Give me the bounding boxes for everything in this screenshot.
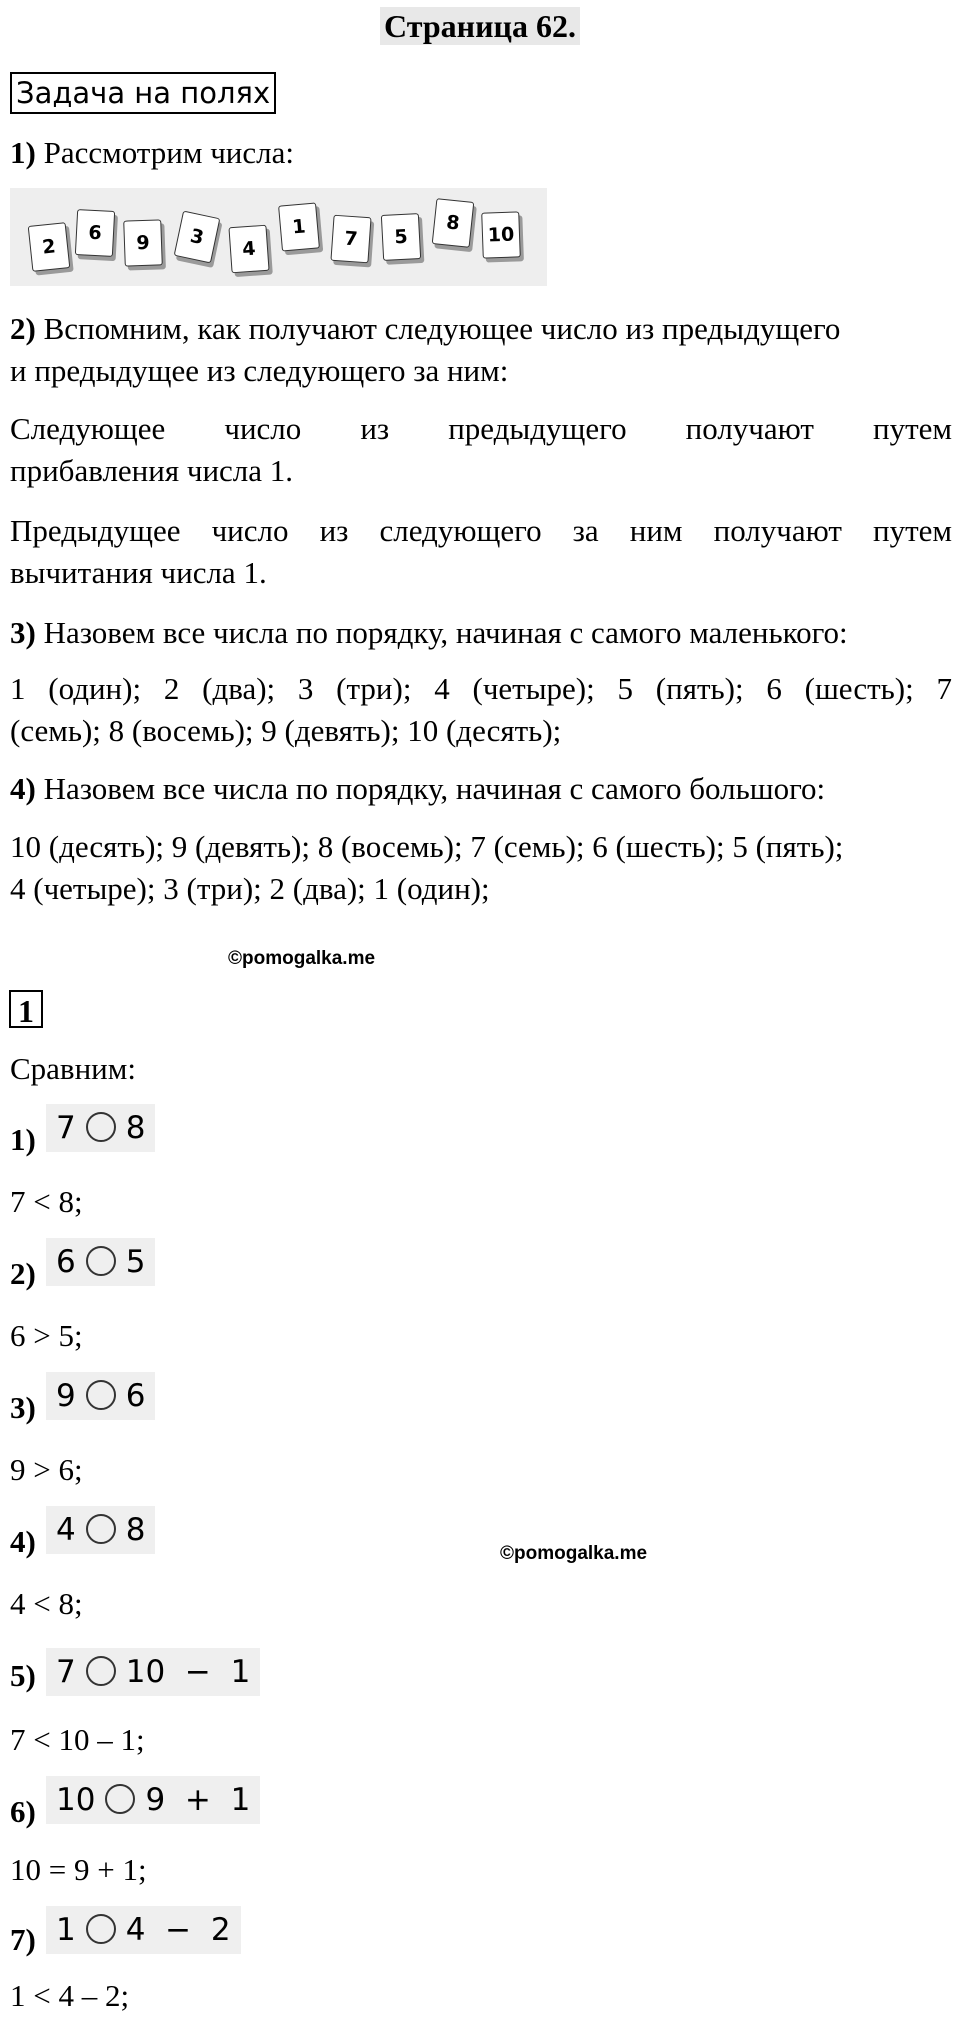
compare-expression [46,1506,155,1554]
compare-circle-icon [105,1784,135,1814]
ascending-line-1: 1 (один); 2 (два); 3 (три); 4 (четыре); 5 (пять); 6 (шесть); 7 [10,671,952,706]
compare-answer: 9 > 6; [10,1452,83,1487]
step-2 [10,308,952,392]
compare-circle-icon [86,1380,116,1410]
page-title [0,8,960,45]
compare-answer: 7 < 8; [10,1184,83,1219]
step-4 [10,768,952,810]
number-card: 2 [28,222,71,272]
step-1 [10,132,952,174]
left-operand: 7 [56,1110,76,1146]
compare-label: 4) [10,1524,36,1559]
right-operand: 4 − 2 [125,1912,231,1948]
right-operand: 8 [125,1512,146,1548]
descending-line-2: 4 (четыре); 3 (три); 2 (два); 1 (один); [10,871,490,906]
compare-answer: 1 < 4 – 2; [10,1978,130,2013]
compare-expression [46,1906,241,1954]
compare-expression [46,1648,260,1696]
compare-answer: 6 > 5; [10,1318,83,1353]
step-4-text: Назовем все числа по порядку, начиная с самого большого: [35,771,826,806]
compare-circle-icon [86,1514,116,1544]
left-operand: 7 [56,1654,76,1690]
number-card: 7 [330,215,371,264]
compare-circle-icon [86,1112,116,1142]
step-1-text: Рассмотрим числа: [35,135,294,170]
margin-task-label: Задача на полях [10,72,276,114]
watermark: ©pomogalka.me [228,948,376,969]
compare-answer: 7 < 10 – 1; [10,1722,145,1757]
compare-label: 3) [10,1390,36,1425]
compare-answer: 10 = 9 + 1; [10,1852,147,1887]
descending-line-1: 10 (десять); 9 (девять); 8 (восемь); 7 (семь); 6 (шесть); 5 (пять); [10,829,844,864]
compare-answer: 4 < 8; [10,1586,83,1621]
step-3-text: Назовем все числа по порядку, начиная с самого маленького: [35,615,848,650]
compare-label: 6) [10,1794,36,1829]
rule-next [10,408,952,492]
step-3-number: 3) [10,615,36,650]
step-2-line-1: Вспомним, как получают следующее число из предыдущего [35,311,841,346]
rule-next-line-2: прибавления числа 1. [10,453,294,488]
task-number: 1 [9,990,43,1028]
left-operand: 4 [56,1512,76,1548]
number-card: 1 [278,202,320,251]
right-operand: 6 [125,1378,146,1414]
rule-prev [10,510,952,594]
compare-label: 2) [10,1256,36,1291]
compare-circle-icon [86,1246,116,1276]
compare-circle-icon [86,1914,116,1944]
compare-label: 1) [10,1122,36,1157]
rule-next-line-1: Следующее число из предыдущего получают путем [10,411,952,446]
number-cards [10,188,547,286]
step-3 [10,612,952,654]
compare-label: 7) [10,1922,36,1957]
ascending-list [10,668,952,752]
number-card: 8 [432,198,475,248]
number-card: 3 [174,211,221,264]
step-1-number: 1) [10,135,36,170]
rule-prev-line-2: вычитания числа 1. [10,555,267,590]
watermark: ©pomogalka.me [500,1543,648,1564]
number-card: 5 [381,213,421,261]
right-operand: 8 [125,1110,146,1146]
descending-list [10,826,952,910]
ascending-line-2: (семь); 8 (восемь); 9 (девять); 10 (десять); [10,713,562,748]
number-card: 10 [481,211,521,258]
compare-label: 5) [10,1658,36,1693]
number-card: 9 [123,219,163,266]
step-2-line-2: и предыдущее из следующего за ним: [10,353,509,388]
compare-expression [46,1104,155,1152]
step-4-number: 4) [10,771,36,806]
right-operand: 10 − 1 [125,1654,251,1690]
compare-expression [46,1372,155,1420]
right-operand: 5 [125,1244,146,1280]
compare-expression [46,1238,155,1286]
left-operand: 9 [56,1378,76,1414]
right-operand: 9 + 1 [145,1782,251,1818]
compare-circle-icon [86,1656,116,1686]
rule-prev-line-1: Предыдущее число из следующего за ним получают путем [10,513,952,548]
number-card: 6 [75,209,115,257]
step-2-number: 2) [10,311,36,346]
page-title-text: Страница 62. [380,7,580,45]
left-operand: 6 [56,1244,76,1280]
left-operand: 10 [56,1782,96,1818]
number-card: 4 [228,225,269,274]
left-operand: 1 [56,1912,76,1948]
task-intro: Сравним: [10,1051,136,1086]
compare-expression [46,1776,260,1824]
